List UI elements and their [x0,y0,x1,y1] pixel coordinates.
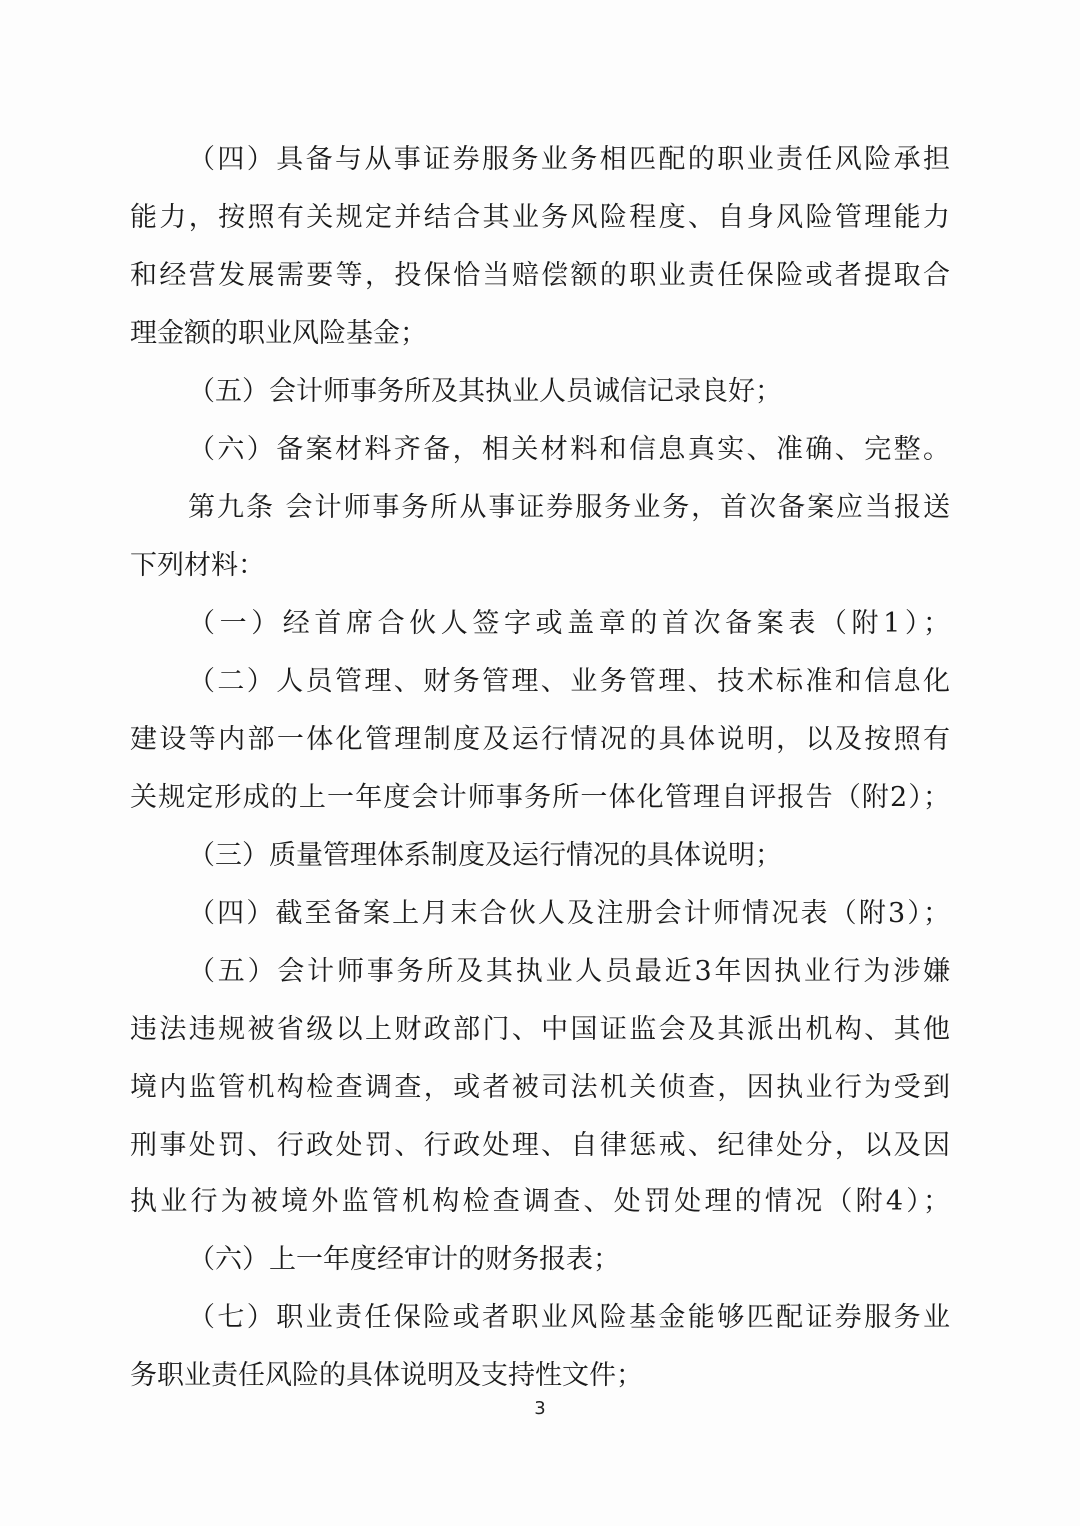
text-line: （四）具备与从事证券服务业务相匹配的职业责任风险承担 [188,144,950,175]
page-number: 3 [534,1398,546,1419]
text-line: 和经营发展需要等，投保恰当赔偿额的职业责任保险或者提取合 [130,260,950,291]
text-line: 下列材料： [130,550,265,581]
text-line: （二）人员管理、财务管理、业务管理、技术标准和信息化 [188,666,950,697]
article-heading-line: 第九条 会计师事务所从事证券服务业务，首次备案应当报送 [188,492,950,523]
text-line: 违法违规被省级以上财政部门、中国证监会及其派出机构、其他 [130,1014,950,1045]
text-line: （六）上一年度经审计的财务报表； [188,1244,620,1275]
text-line: （一）经首席合伙人签字或盖章的首次备案表（附1）； [188,608,950,639]
text-line: （五）会计师事务所及其执业人员最近3年因执业行为涉嫌 [188,956,950,987]
text-line: 刑事处罚、行政处罚、行政处理、自律惩戒、纪律处分，以及因 [130,1130,950,1161]
text-line: 建设等内部一体化管理制度及运行情况的具体说明，以及按照有 [130,724,950,755]
text-line: （六）备案材料齐备，相关材料和信息真实、准确、完整。 [188,434,950,465]
text-line: 务职业责任风险的具体说明及支持性文件； [130,1360,643,1391]
text-line: （三）质量管理体系制度及运行情况的具体说明； [188,840,782,871]
text-line: 理金额的职业风险基金； [130,318,427,349]
text-line: （四）截至备案上月末合伙人及注册会计师情况表（附3）； [188,898,950,929]
text-line: （七）职业责任保险或者职业风险基金能够匹配证券服务业 [188,1302,950,1333]
text-line: 能力，按照有关规定并结合其业务风险程度、自身风险管理能力 [130,202,950,233]
text-line: 关规定形成的上一年度会计师事务所一体化管理自评报告（附2）； [130,782,950,813]
text-line: 执业行为被境外监管机构检查调查、处罚处理的情况（附4）； [130,1186,950,1217]
text-line: （五）会计师事务所及其执业人员诚信记录良好； [188,376,782,407]
text-line: 境内监管机构检查调查，或者被司法机关侦查，因执业行为受到 [130,1072,950,1103]
